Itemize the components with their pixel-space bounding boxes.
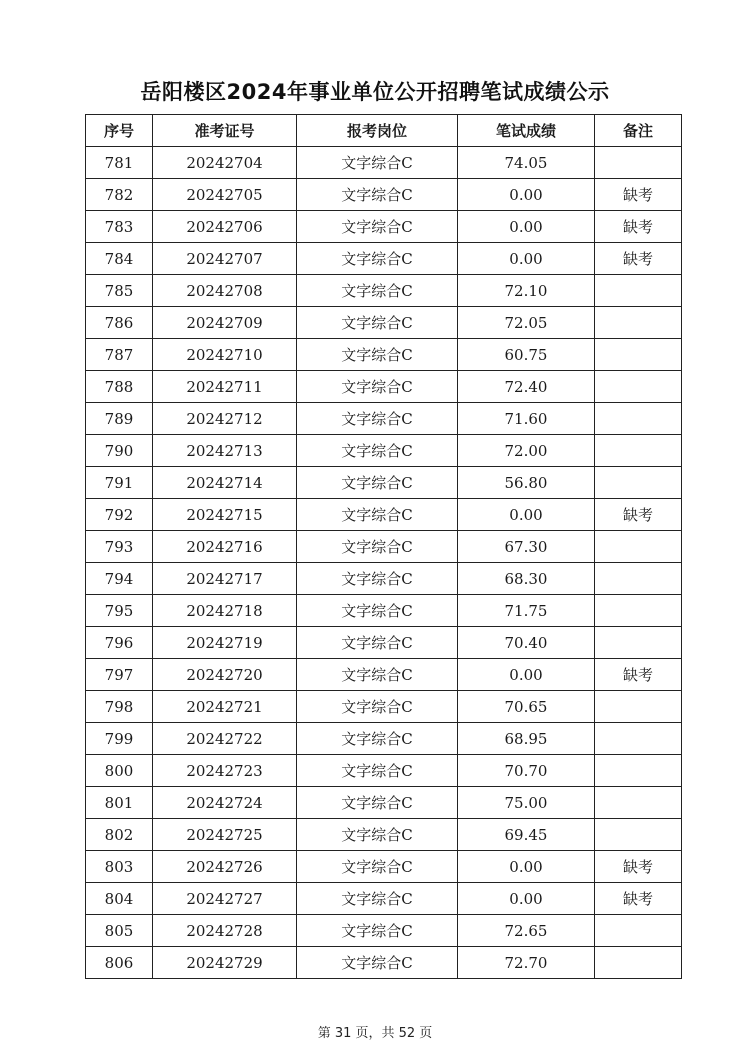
cell-position: 文字综合C — [297, 275, 458, 307]
table-row — [86, 435, 682, 467]
cell-serial-number: 791 — [86, 467, 153, 499]
cell-ticket-number: 20242713 — [153, 435, 297, 467]
cell-remarks — [595, 467, 682, 499]
table-row — [86, 531, 682, 563]
cell-remarks: 缺考 — [595, 883, 682, 915]
cell-ticket-number: 20242727 — [153, 883, 297, 915]
cell-serial-number: 795 — [86, 595, 153, 627]
cell-serial-number: 794 — [86, 563, 153, 595]
cell-ticket-number: 20242708 — [153, 275, 297, 307]
header-ticket-number: 准考证号 — [153, 115, 297, 147]
cell-remarks — [595, 147, 682, 179]
cell-remarks — [595, 915, 682, 947]
cell-position: 文字综合C — [297, 947, 458, 979]
table-row — [86, 755, 682, 787]
cell-serial-number: 787 — [86, 339, 153, 371]
cell-ticket-number: 20242706 — [153, 211, 297, 243]
cell-ticket-number: 20242728 — [153, 915, 297, 947]
cell-remarks — [595, 787, 682, 819]
table-row — [86, 403, 682, 435]
table-row — [86, 723, 682, 755]
cell-ticket-number: 20242712 — [153, 403, 297, 435]
cell-serial-number: 781 — [86, 147, 153, 179]
cell-ticket-number: 20242720 — [153, 659, 297, 691]
cell-score: 60.75 — [458, 339, 595, 371]
cell-remarks: 缺考 — [595, 499, 682, 531]
cell-ticket-number: 20242707 — [153, 243, 297, 275]
cell-remarks — [595, 531, 682, 563]
cell-ticket-number: 20242715 — [153, 499, 297, 531]
cell-position: 文字综合C — [297, 403, 458, 435]
cell-score: 69.45 — [458, 819, 595, 851]
table-row — [86, 883, 682, 915]
table-row — [86, 819, 682, 851]
table-row — [86, 915, 682, 947]
table-row — [86, 179, 682, 211]
cell-position: 文字综合C — [297, 595, 458, 627]
cell-serial-number: 804 — [86, 883, 153, 915]
table-row — [86, 243, 682, 275]
cell-serial-number: 798 — [86, 691, 153, 723]
cell-remarks — [595, 435, 682, 467]
table-row — [86, 787, 682, 819]
cell-score: 71.60 — [458, 403, 595, 435]
cell-serial-number: 784 — [86, 243, 153, 275]
cell-position: 文字综合C — [297, 307, 458, 339]
cell-position: 文字综合C — [297, 627, 458, 659]
cell-remarks — [595, 339, 682, 371]
cell-position: 文字综合C — [297, 243, 458, 275]
cell-score: 68.95 — [458, 723, 595, 755]
cell-ticket-number: 20242729 — [153, 947, 297, 979]
cell-position: 文字综合C — [297, 499, 458, 531]
cell-position: 文字综合C — [297, 179, 458, 211]
cell-ticket-number: 20242711 — [153, 371, 297, 403]
cell-ticket-number: 20242704 — [153, 147, 297, 179]
table-row — [86, 595, 682, 627]
cell-position: 文字综合C — [297, 787, 458, 819]
cell-score: 68.30 — [458, 563, 595, 595]
cell-remarks — [595, 947, 682, 979]
cell-serial-number: 800 — [86, 755, 153, 787]
table-row — [86, 563, 682, 595]
cell-score: 67.30 — [458, 531, 595, 563]
cell-remarks — [595, 691, 682, 723]
cell-remarks — [595, 723, 682, 755]
table-row — [86, 947, 682, 979]
cell-ticket-number: 20242719 — [153, 627, 297, 659]
cell-remarks — [595, 755, 682, 787]
cell-serial-number: 785 — [86, 275, 153, 307]
cell-position: 文字综合C — [297, 723, 458, 755]
cell-score: 71.75 — [458, 595, 595, 627]
table-row — [86, 307, 682, 339]
cell-score: 72.05 — [458, 307, 595, 339]
cell-remarks: 缺考 — [595, 659, 682, 691]
cell-position: 文字综合C — [297, 819, 458, 851]
cell-serial-number: 805 — [86, 915, 153, 947]
cell-score: 72.65 — [458, 915, 595, 947]
table-body — [86, 147, 682, 979]
cell-score: 56.80 — [458, 467, 595, 499]
cell-serial-number: 797 — [86, 659, 153, 691]
cell-score: 72.40 — [458, 371, 595, 403]
cell-remarks: 缺考 — [595, 243, 682, 275]
cell-ticket-number: 20242717 — [153, 563, 297, 595]
cell-score: 75.00 — [458, 787, 595, 819]
cell-remarks: 缺考 — [595, 179, 682, 211]
cell-ticket-number: 20242726 — [153, 851, 297, 883]
header-serial-number: 序号 — [86, 115, 153, 147]
cell-position: 文字综合C — [297, 211, 458, 243]
cell-position: 文字综合C — [297, 659, 458, 691]
table-row — [86, 211, 682, 243]
cell-serial-number: 792 — [86, 499, 153, 531]
cell-position: 文字综合C — [297, 755, 458, 787]
page-title: 岳阳楼区2024年事业单位公开招聘笔试成绩公示 — [140, 80, 610, 104]
page-footer: 第 31 页，共 52 页 — [317, 1026, 433, 1041]
cell-remarks — [595, 403, 682, 435]
cell-serial-number: 793 — [86, 531, 153, 563]
header-score: 笔试成绩 — [458, 115, 595, 147]
cell-score: 0.00 — [458, 659, 595, 691]
cell-remarks — [595, 275, 682, 307]
cell-position: 文字综合C — [297, 147, 458, 179]
cell-ticket-number: 20242718 — [153, 595, 297, 627]
cell-ticket-number: 20242709 — [153, 307, 297, 339]
table-header-row — [86, 115, 682, 147]
cell-position: 文字综合C — [297, 883, 458, 915]
cell-ticket-number: 20242723 — [153, 755, 297, 787]
cell-position: 文字综合C — [297, 435, 458, 467]
cell-remarks: 缺考 — [595, 851, 682, 883]
cell-serial-number: 806 — [86, 947, 153, 979]
cell-remarks — [595, 307, 682, 339]
cell-score: 0.00 — [458, 211, 595, 243]
cell-remarks — [595, 595, 682, 627]
cell-serial-number: 801 — [86, 787, 153, 819]
cell-position: 文字综合C — [297, 531, 458, 563]
cell-serial-number: 799 — [86, 723, 153, 755]
cell-ticket-number: 20242714 — [153, 467, 297, 499]
cell-score: 70.40 — [458, 627, 595, 659]
cell-remarks — [595, 371, 682, 403]
cell-remarks: 缺考 — [595, 211, 682, 243]
cell-position: 文字综合C — [297, 371, 458, 403]
cell-score: 0.00 — [458, 851, 595, 883]
table-row — [86, 467, 682, 499]
cell-score: 74.05 — [458, 147, 595, 179]
cell-score: 72.70 — [458, 947, 595, 979]
cell-score: 70.70 — [458, 755, 595, 787]
cell-ticket-number: 20242725 — [153, 819, 297, 851]
cell-position: 文字综合C — [297, 691, 458, 723]
cell-position: 文字综合C — [297, 915, 458, 947]
table-row — [86, 147, 682, 179]
cell-serial-number: 782 — [86, 179, 153, 211]
cell-serial-number: 786 — [86, 307, 153, 339]
cell-score: 70.65 — [458, 691, 595, 723]
cell-remarks — [595, 627, 682, 659]
header-position: 报考岗位 — [297, 115, 458, 147]
cell-serial-number: 796 — [86, 627, 153, 659]
cell-score: 72.10 — [458, 275, 595, 307]
cell-score: 72.00 — [458, 435, 595, 467]
cell-serial-number: 789 — [86, 403, 153, 435]
table-row — [86, 627, 682, 659]
cell-remarks — [595, 563, 682, 595]
cell-position: 文字综合C — [297, 851, 458, 883]
cell-position: 文字综合C — [297, 563, 458, 595]
cell-position: 文字综合C — [297, 339, 458, 371]
table-row — [86, 275, 682, 307]
cell-serial-number: 788 — [86, 371, 153, 403]
cell-ticket-number: 20242716 — [153, 531, 297, 563]
table-row — [86, 499, 682, 531]
header-remarks: 备注 — [595, 115, 682, 147]
cell-position: 文字综合C — [297, 467, 458, 499]
cell-ticket-number: 20242722 — [153, 723, 297, 755]
cell-score: 0.00 — [458, 499, 595, 531]
cell-ticket-number: 20242710 — [153, 339, 297, 371]
cell-serial-number: 790 — [86, 435, 153, 467]
cell-score: 0.00 — [458, 883, 595, 915]
cell-serial-number: 803 — [86, 851, 153, 883]
cell-ticket-number: 20242721 — [153, 691, 297, 723]
cell-serial-number: 783 — [86, 211, 153, 243]
cell-ticket-number: 20242705 — [153, 179, 297, 211]
cell-serial-number: 802 — [86, 819, 153, 851]
table-row — [86, 691, 682, 723]
table-row — [86, 659, 682, 691]
cell-score: 0.00 — [458, 179, 595, 211]
table-row — [86, 371, 682, 403]
cell-score: 0.00 — [458, 243, 595, 275]
cell-remarks — [595, 819, 682, 851]
table-row — [86, 339, 682, 371]
table-row — [86, 851, 682, 883]
cell-ticket-number: 20242724 — [153, 787, 297, 819]
scores-table — [85, 114, 682, 979]
